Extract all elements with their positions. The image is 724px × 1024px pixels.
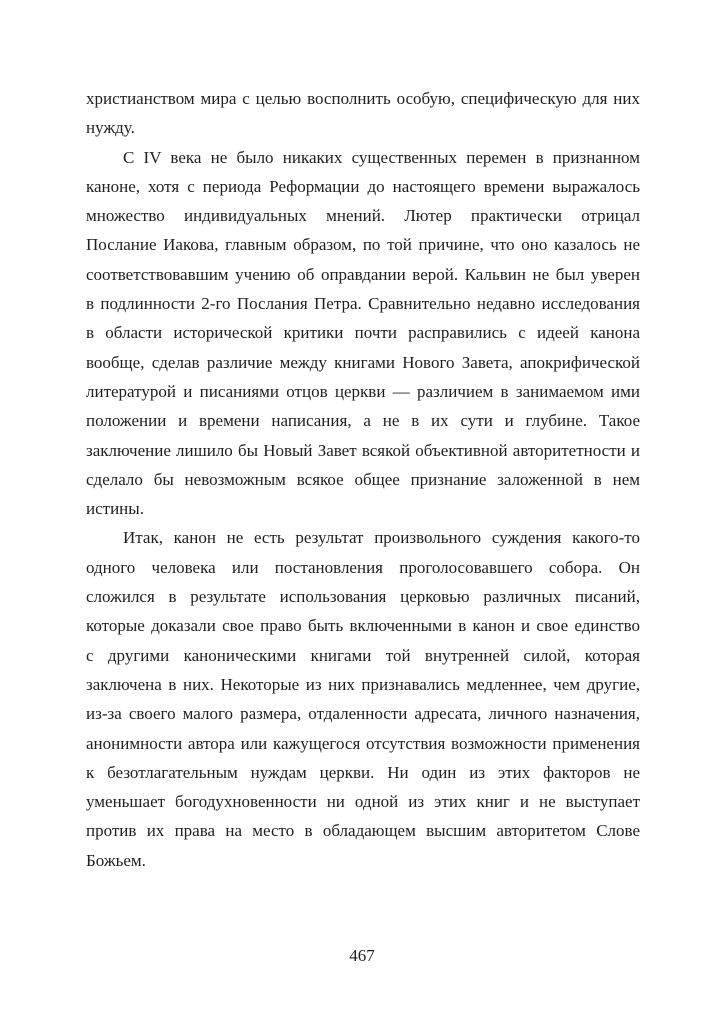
paragraph-canon-conclusion: Итак, канон не есть результат произвольного суждения какого-то одного человека или постановления проголосовавшего собора. Он сложился в результате использования церковью различных писаний, которые доказали свое право быть включенными в канон и свое единство с другими каноническими книгами той внутренней силой, которая заключена в них. Некоторые из них признавались медленнее, чем другие, из-за своего малого размера, отдаленности адресата, личного назначения, анонимности автора или кажущегося отсутствия возможности применения к безотлагательным нуждам церкви. Ни один из этих факторов не уменьшает богодухновенности ни одной из этих книг и не выступает против их права на место в обладающем высшим авторитетом Слове Божьем.	[86, 528, 640, 870]
paragraph-canon-history: С IV века не было никаких существенных перемен в признанном каноне, хотя с периода Реформации до настоящего времени выражалось множество индивидуальных мнений. Лютер практически отрицал Послание Иакова, главным образом, по той причине, что оно казалось не соответствовавшим учению об оправдании верой. Кальвин не был уверен в подлинности 2-го Послания Петра. Сравнительно недавно исследования в области исторической критики почти расправились с идеей канона вообще, сделав различие между книгами Нового Завета, апокрифической литературой и писаниями отцов церкви — различием в занимаемом ими положении и времени написания, а не в их сути и глубине. Такое заключение лишило бы Новый Завет всякой объективной авторитетности и сделало бы невозможным всякое общее признание заложенной в нем истины.	[86, 147, 640, 519]
page-number: 467	[349, 946, 375, 965]
paragraph-continuation: христианством мира с целью восполнить особую, специфическую для них нужду.	[86, 89, 640, 138]
body-text	[86, 84, 640, 875]
